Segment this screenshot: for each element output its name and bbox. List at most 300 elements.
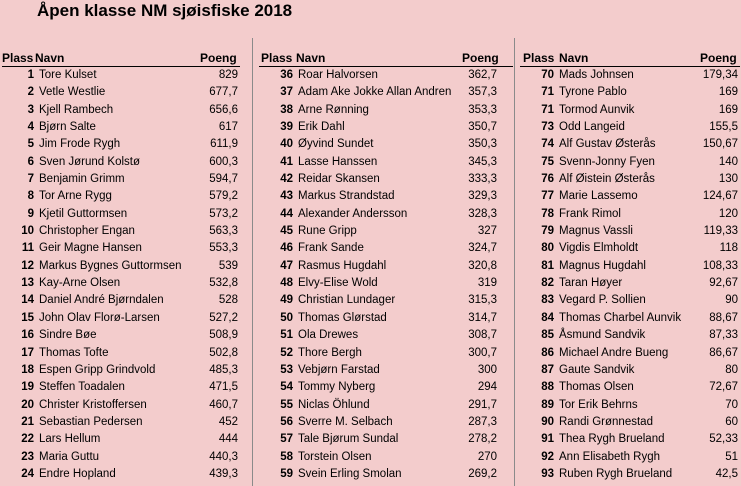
score-value: 130 (718, 173, 738, 186)
score-value: 319 (477, 277, 497, 290)
score-value: 350,7 (468, 121, 497, 134)
participant-name: Alf Gustav Østerås (559, 138, 656, 151)
score-value: 120 (718, 207, 738, 220)
placement-number: 58 (280, 450, 293, 463)
table-row (2, 397, 240, 414)
table-row (520, 206, 740, 223)
placement-number: 46 (280, 242, 293, 255)
placement-number: 24 (21, 467, 34, 480)
placement-number: 42 (280, 173, 293, 186)
participant-name: John Olav Florø-Larsen (39, 311, 160, 324)
placement-number: 83 (541, 294, 554, 307)
score-value: 444 (218, 433, 238, 446)
table-row (2, 154, 240, 171)
participant-name: Espen Gripp Grindvold (39, 363, 156, 376)
score-value: 329,3 (468, 190, 497, 203)
participant-name: Markus Strandstad (298, 190, 395, 203)
placement-number: 18 (21, 363, 34, 376)
score-value: 617 (218, 121, 238, 134)
participant-name: Vebjørn Farstad (298, 363, 380, 376)
participant-name: Thomas Charbel Aunvik (559, 311, 682, 324)
placement-number: 53 (280, 363, 293, 376)
participant-name: Rune Gripp (298, 225, 357, 238)
table-row (2, 258, 240, 275)
placement-number: 57 (280, 433, 293, 446)
placement-number: 48 (280, 277, 293, 290)
table-row (520, 84, 740, 101)
table-row (259, 397, 513, 414)
placement-number: 71 (541, 86, 554, 99)
participant-name: Ann Elisabeth Rygh (559, 450, 661, 463)
table-row (520, 449, 740, 466)
participant-name: Jim Frode Rygh (39, 138, 121, 151)
placement-number: 49 (280, 294, 293, 307)
table-row (520, 240, 740, 257)
table-row (2, 327, 240, 344)
placement-number: 47 (280, 259, 293, 272)
score-value: 169 (718, 86, 738, 99)
table-row (259, 466, 513, 483)
column-divider (514, 38, 515, 486)
participant-name: Tommy Nyberg (298, 381, 376, 394)
participant-name: Maria Guttu (39, 450, 100, 463)
placement-number: 84 (541, 311, 554, 324)
table-row (520, 310, 740, 327)
participant-name: Michael Andre Bueng (559, 346, 669, 359)
placement-number: 10 (21, 225, 34, 238)
score-value: 140 (718, 155, 738, 168)
placement-number: 38 (280, 103, 293, 116)
score-value: 345,3 (468, 155, 497, 168)
participant-name: Rasmus Hugdahl (298, 259, 387, 272)
placement-number: 79 (541, 225, 554, 238)
table-row (259, 379, 513, 396)
participant-name: Tale Bjørum Sundal (298, 433, 399, 446)
score-value: 532,8 (209, 277, 238, 290)
placement-number: 20 (21, 398, 34, 411)
participant-name: Svenn-Jonny Fyen (559, 155, 655, 168)
score-value: 86,67 (709, 346, 738, 359)
placement-number: 51 (280, 329, 293, 342)
participant-name: Magnus Vassli (559, 225, 633, 238)
table-row (259, 67, 513, 84)
table-row (2, 223, 240, 240)
participant-name: Roar Halvorsen (298, 69, 378, 81)
score-value: 656,6 (209, 103, 238, 116)
participant-name: Øyvind Sundet (298, 138, 374, 151)
table-row (259, 119, 513, 136)
score-value: 179,34 (702, 69, 738, 81)
score-value: 594,7 (209, 173, 238, 186)
score-value: 502,8 (209, 346, 238, 359)
score-value: 72,67 (709, 381, 738, 394)
placement-number: 45 (280, 225, 293, 238)
participant-name: Christer Kristoffersen (39, 398, 147, 411)
score-value: 353,3 (468, 103, 497, 116)
participant-name: Niclas Öhlund (298, 398, 370, 411)
participant-name: Sebastian Pedersen (39, 415, 143, 428)
placement-number: 76 (541, 173, 554, 186)
placement-number: 89 (541, 398, 554, 411)
table-row (2, 431, 240, 448)
score-value: 124,67 (702, 190, 738, 203)
score-value: 90 (725, 294, 738, 307)
table-row (2, 136, 240, 153)
header-plass: Plass (2, 51, 34, 65)
table-row (2, 310, 240, 327)
participant-name: Christopher Engan (39, 225, 135, 238)
table-row (259, 414, 513, 431)
placement-number: 90 (541, 415, 554, 428)
participant-name: Kjetil Guttormsen (39, 207, 128, 220)
score-value: 471,5 (209, 381, 238, 394)
placement-number: 78 (541, 207, 554, 220)
participant-name: Vetle Westlie (39, 86, 106, 99)
placement-number: 39 (280, 121, 293, 134)
table-row (2, 414, 240, 431)
table-row (2, 206, 240, 223)
table-row (2, 466, 240, 483)
placement-number: 11 (21, 242, 34, 255)
header-navn: Navn (559, 51, 589, 65)
column-header (520, 50, 740, 67)
score-value: 539 (218, 259, 238, 272)
participant-name: Tore Kulset (39, 69, 97, 81)
participant-name: Bjørn Salte (39, 121, 96, 134)
score-value: 600,3 (209, 155, 238, 168)
participant-name: Reidar Skansen (298, 173, 380, 186)
table-row (520, 119, 740, 136)
score-value: 92,67 (709, 277, 738, 290)
header-plass: Plass (523, 51, 555, 65)
participant-name: Ola Drewes (298, 329, 359, 342)
table-row (520, 345, 740, 362)
table-row (2, 188, 240, 205)
placement-number: 15 (21, 311, 34, 324)
table-row (2, 345, 240, 362)
score-value: 291,7 (468, 398, 497, 411)
participant-name: Gaute Sandvik (559, 363, 635, 376)
table-row (259, 84, 513, 101)
placement-number: 37 (280, 86, 293, 99)
score-value: 327 (477, 225, 497, 238)
score-value: 294 (477, 381, 497, 394)
placement-number: 75 (541, 155, 554, 168)
placement-number: 86 (541, 346, 554, 359)
participant-name: Kay-Arne Olsen (39, 277, 121, 290)
participant-name: Lars Hellum (39, 433, 101, 446)
participant-name: Sindre Bøe (39, 329, 97, 342)
score-value: 169 (718, 103, 738, 116)
score-value: 118 (719, 242, 738, 255)
score-value: 324,7 (468, 242, 497, 255)
placement-number: 85 (541, 329, 554, 342)
score-value: 333,3 (468, 173, 497, 186)
placement-number: 36 (280, 69, 293, 81)
table-row (520, 67, 740, 84)
placement-number: 87 (541, 363, 554, 376)
table-row (259, 258, 513, 275)
participant-name: Thea Rygh Brueland (559, 433, 665, 446)
score-value: 270 (477, 450, 497, 463)
participant-name: Vegard P. Sollien (559, 294, 646, 307)
participant-name: Geir Magne Hansen (39, 242, 142, 255)
participant-name: Mads Johnsen (559, 69, 634, 81)
participant-name: Frank Sande (298, 242, 364, 255)
participant-name: Torstein Olsen (298, 450, 372, 463)
score-value: 362,7 (468, 69, 497, 81)
participant-name: Tyrone Pablo (559, 86, 627, 99)
score-value: 70 (725, 398, 738, 411)
placement-number: 91 (541, 433, 554, 446)
score-value: 460,7 (209, 398, 238, 411)
results-column-1 (2, 50, 240, 483)
participant-name: Åsmund Sandvik (559, 329, 646, 342)
score-value: 579,2 (209, 190, 238, 203)
placement-number: 7 (27, 173, 34, 186)
participant-name: Tor Erik Behrns (559, 398, 638, 411)
score-value: 119,33 (703, 225, 738, 238)
score-value: 314,7 (468, 311, 497, 324)
table-row (259, 327, 513, 344)
participant-name: Lasse Hanssen (298, 155, 378, 168)
placement-number: 6 (27, 155, 34, 168)
score-value: 60 (725, 415, 738, 428)
header-poeng: Poeng (462, 51, 499, 65)
table-row (520, 275, 740, 292)
header-navn: Navn (35, 51, 65, 65)
table-row (259, 102, 513, 119)
table-row (520, 414, 740, 431)
participant-name: Ruben Rygh Brueland (559, 467, 673, 480)
table-row (2, 379, 240, 396)
score-value: 315,3 (468, 294, 497, 307)
participant-name: Arne Rønning (298, 103, 369, 116)
placement-number: 59 (280, 467, 293, 480)
table-row (2, 102, 240, 119)
table-row (259, 310, 513, 327)
score-value: 87,33 (709, 329, 738, 342)
column-header (259, 50, 513, 67)
participant-name: Vigdis Elmholdt (559, 242, 639, 255)
placement-number: 55 (280, 398, 293, 411)
score-value: 287,3 (468, 415, 497, 428)
placement-number: 43 (280, 190, 293, 203)
placement-number: 73 (541, 121, 554, 134)
table-row (520, 431, 740, 448)
score-value: 563,3 (209, 225, 238, 238)
table-row (259, 240, 513, 257)
table-row (2, 171, 240, 188)
placement-number: 40 (280, 138, 293, 151)
placement-number: 23 (21, 450, 34, 463)
placement-number: 81 (541, 259, 554, 272)
table-row (520, 379, 740, 396)
table-row (259, 136, 513, 153)
table-row (259, 292, 513, 309)
score-value: 829 (218, 69, 238, 81)
table-row (259, 431, 513, 448)
placement-number: 16 (21, 329, 34, 342)
score-value: 350,3 (468, 138, 497, 151)
results-column-3 (520, 50, 740, 483)
placement-number: 41 (280, 155, 293, 168)
header-poeng: Poeng (700, 51, 737, 65)
table-row (259, 206, 513, 223)
score-value: 573,2 (209, 207, 238, 220)
score-value: 108,33 (702, 259, 738, 272)
table-row (259, 345, 513, 362)
table-row (520, 327, 740, 344)
placement-number: 9 (27, 207, 34, 220)
score-value: 440,3 (209, 450, 238, 463)
score-value: 42,5 (715, 467, 738, 480)
participant-name: Thomas Olsen (559, 381, 634, 394)
placement-number: 12 (21, 259, 34, 272)
table-row (2, 84, 240, 101)
participant-name: Thore Bergh (298, 346, 362, 359)
participant-name: Thomas Glørstad (298, 311, 387, 324)
placement-number: 5 (27, 138, 34, 151)
table-row (2, 119, 240, 136)
placement-number: 3 (27, 103, 34, 116)
participant-name: Daniel André Bjørndalen (39, 294, 164, 307)
participant-name: Markus Bygnes Guttormsen (39, 259, 182, 272)
placement-number: 80 (541, 242, 554, 255)
placement-number: 8 (27, 190, 34, 203)
score-value: 300,7 (468, 346, 497, 359)
table-row (259, 223, 513, 240)
table-row (520, 188, 740, 205)
placement-number: 22 (21, 433, 34, 446)
participant-name: Steffen Toadalen (39, 381, 125, 394)
participant-name: Thomas Tofte (39, 346, 109, 359)
score-value: 80 (725, 363, 738, 376)
score-value: 308,7 (468, 329, 497, 342)
table-row (520, 154, 740, 171)
placement-number: 92 (541, 450, 554, 463)
table-row (2, 362, 240, 379)
placement-number: 93 (541, 467, 554, 480)
participant-name: Benjamin Grimm (39, 173, 125, 186)
score-value: 611,9 (210, 138, 238, 151)
table-row (2, 275, 240, 292)
placement-number: 70 (541, 69, 554, 81)
participant-name: Frank Rimol (559, 207, 621, 220)
placement-number: 4 (27, 121, 34, 134)
placement-number: 56 (280, 415, 293, 428)
page-title: Åpen klasse NM sjøisfiske 2018 (37, 1, 293, 20)
participant-name: Odd Langeid (559, 121, 625, 134)
results-column-2 (259, 50, 513, 483)
table-row (2, 292, 240, 309)
table-row (520, 136, 740, 153)
placement-number: 2 (27, 86, 34, 99)
table-row (520, 171, 740, 188)
score-value: 52,33 (709, 433, 738, 446)
placement-number: 21 (21, 415, 34, 428)
table-row (520, 292, 740, 309)
score-value: 155,5 (709, 121, 738, 134)
participant-name: Magnus Hugdahl (559, 259, 646, 272)
participant-name: Alexander Andersson (298, 207, 408, 220)
placement-number: 71 (541, 103, 554, 116)
table-row (520, 466, 740, 483)
score-value: 328,3 (468, 207, 497, 220)
column-divider (252, 38, 253, 486)
header-navn: Navn (296, 51, 326, 65)
participant-name: Marie Lassemo (559, 190, 638, 203)
table-row (520, 397, 740, 414)
table-row (2, 449, 240, 466)
placement-number: 19 (21, 381, 34, 394)
score-value: 508,9 (209, 329, 238, 342)
table-row (259, 171, 513, 188)
placement-number: 77 (541, 190, 554, 203)
participant-name: Kjell Rambech (39, 103, 114, 116)
participant-name: Sverre M. Selbach (298, 415, 393, 428)
participant-name: Tormod Aunvik (559, 103, 635, 116)
table-row (520, 102, 740, 119)
table-row (520, 362, 740, 379)
score-value: 485,3 (209, 363, 238, 376)
table-row (520, 223, 740, 240)
score-value: 269,2 (468, 467, 497, 480)
participant-name: Randi Grønnestad (559, 415, 653, 428)
score-value: 320,8 (468, 259, 497, 272)
participant-name: Taran Høyer (559, 277, 623, 290)
placement-number: 74 (541, 138, 554, 151)
placement-number: 13 (21, 277, 34, 290)
table-row (259, 188, 513, 205)
score-value: 677,7 (209, 86, 238, 99)
table-row (259, 449, 513, 466)
placement-number: 82 (541, 277, 554, 290)
score-value: 51 (725, 450, 738, 463)
table-row (2, 240, 240, 257)
placement-number: 54 (280, 381, 293, 394)
participant-name: Alf Øistein Østerås (559, 173, 655, 186)
score-value: 553,3 (209, 242, 238, 255)
placement-number: 1 (27, 69, 34, 81)
placement-number: 44 (280, 207, 293, 220)
participant-name: Christian Lundager (298, 294, 396, 307)
placement-number: 17 (21, 346, 34, 359)
table-row (259, 275, 513, 292)
score-value: 300 (477, 363, 497, 376)
table-row (520, 258, 740, 275)
participant-name: Elvy-Elise Wold (298, 277, 378, 290)
score-value: 452 (218, 415, 238, 428)
participant-name: Endre Hopland (39, 467, 116, 480)
placement-number: 88 (541, 381, 554, 394)
score-value: 88,67 (709, 311, 738, 324)
header-plass: Plass (261, 51, 293, 65)
column-header (2, 50, 240, 67)
placement-number: 52 (280, 346, 293, 359)
participant-name: Erik Dahl (298, 121, 345, 134)
placement-number: 14 (21, 294, 34, 307)
participant-name: Adam Ake Jokke Allan Andren (298, 86, 452, 99)
score-value: 439,3 (209, 467, 238, 480)
participant-name: Svein Erling Smolan (298, 467, 402, 480)
score-value: 150,67 (702, 138, 738, 151)
score-value: 528 (218, 294, 238, 307)
placement-number: 50 (280, 311, 293, 324)
participant-name: Tor Arne Rygg (39, 190, 112, 203)
score-value: 357,3 (468, 86, 497, 99)
table-row (2, 67, 240, 84)
